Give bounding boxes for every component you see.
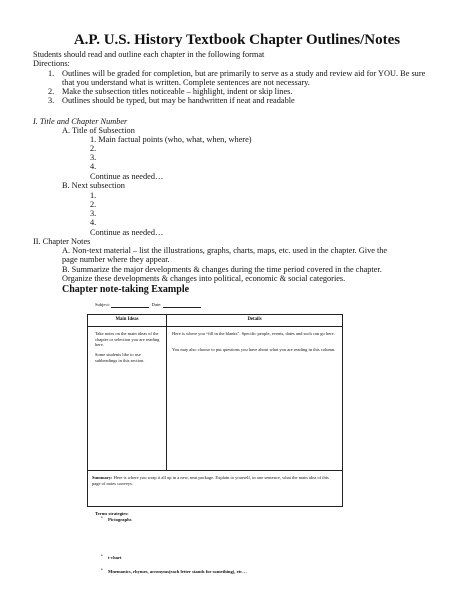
outline-sub-b: B. Next subsection xyxy=(62,181,125,190)
direction-text-1: Outlines will be graded for completion, but are primarily to serve as a study and review aid for YOU. Be sure xyxy=(62,69,426,78)
intro-text: Students should read and outline each chapter in the following format xyxy=(33,50,265,59)
outline-sub-a: A. Title of Subsection xyxy=(62,126,135,135)
document-title: A.P. U.S. History Textbook Chapter Outlines/Notes xyxy=(73,32,401,48)
notes-line-1: A. Non-text material – list the illustrations, graphs, charts, maps, etc. used in the chapter. Give the xyxy=(62,246,388,255)
outline-b-item-1: 1. xyxy=(90,191,97,200)
outline-a-item-4: 4. xyxy=(90,162,97,171)
summary-divider xyxy=(88,470,342,471)
direction-text-2: Make the subsection titles noticeable – highlight, indent or skip lines. xyxy=(62,87,293,96)
term-t-chart: t-chart xyxy=(108,555,122,560)
outline-b-item-2: 2. xyxy=(90,200,97,209)
notes-line-4: Organize these developments & changes into political, economic & social categories. xyxy=(62,274,346,283)
col-details-header: Details xyxy=(247,317,262,322)
summary-body: Here is where you wrap it all up in a new, neat package. Explain to yourself, in one sentence, what the main idea of this page of notes conveys. xyxy=(92,475,329,486)
bullet-2: • xyxy=(101,554,103,559)
bullet-3: • xyxy=(101,568,103,573)
direction-num-1: 1. xyxy=(48,69,55,78)
main-ideas-text-1: Take notes on the main ideas of the chapter or selection you are reading here. xyxy=(95,331,160,348)
subject-blank xyxy=(111,303,149,308)
notes-line-2: page number where they appear. xyxy=(62,255,170,264)
outline-a-item-1: 1. Main factual points (who, what, when, where) xyxy=(90,135,252,144)
table-header-row xyxy=(88,315,342,327)
date-blank xyxy=(163,303,201,308)
bullet-1: • xyxy=(101,516,103,521)
outline-a-item-2: 2. xyxy=(90,144,97,153)
outline-b-item-4: 4. xyxy=(90,218,97,227)
summary-label: Summary: xyxy=(92,475,113,480)
summary-text xyxy=(92,475,337,486)
outline-continue-2: Continue as needed… xyxy=(90,228,164,237)
details-text-2: You may also choose to put questions you have about what you are reading in this column. xyxy=(172,347,336,352)
cornell-notes-table xyxy=(87,314,343,507)
outline-section-1: I. Title and Chapter Number xyxy=(33,117,128,126)
example-heading: Chapter note-taking Example xyxy=(62,284,190,295)
main-ideas-text-2: Some students like to use subheadings in this section. xyxy=(95,352,145,363)
outline-section-2: II. Chapter Notes xyxy=(33,237,91,246)
direction-num-3: 3. xyxy=(48,96,55,105)
subject-label: Subject: xyxy=(95,302,111,307)
notes-line-3: B. Summarize the major developments & changes during the time period covered in the chapter. xyxy=(62,265,382,274)
term-mnemonics: Mnemonics, rhymes, acronyms(each letter stands for something), etc… xyxy=(108,569,247,574)
subject-field xyxy=(95,302,201,308)
outline-a-item-3: 3. xyxy=(90,153,97,162)
details-text-1: Here is where you “fill in the blanks”. Specific people, events, dates and such can go here. xyxy=(172,331,335,336)
date-label: Date: xyxy=(151,302,162,307)
column-divider xyxy=(166,315,167,470)
terms-label: Terms strategies: xyxy=(95,511,129,516)
outline-b-item-3: 3. xyxy=(90,209,97,218)
direction-text-3: Outlines should be typed, but may be handwritten if neat and readable xyxy=(62,96,295,105)
direction-num-2: 2. xyxy=(48,87,55,96)
term-pictographs: Pictographs xyxy=(108,517,132,522)
outline-continue-1: Continue as needed… xyxy=(90,172,164,181)
directions-label: Directions: xyxy=(33,59,70,68)
direction-text-1b: that you understand what is written. Complete sentences are not necessary. xyxy=(62,78,310,87)
col-main-ideas-header: Main Ideas xyxy=(115,317,139,322)
